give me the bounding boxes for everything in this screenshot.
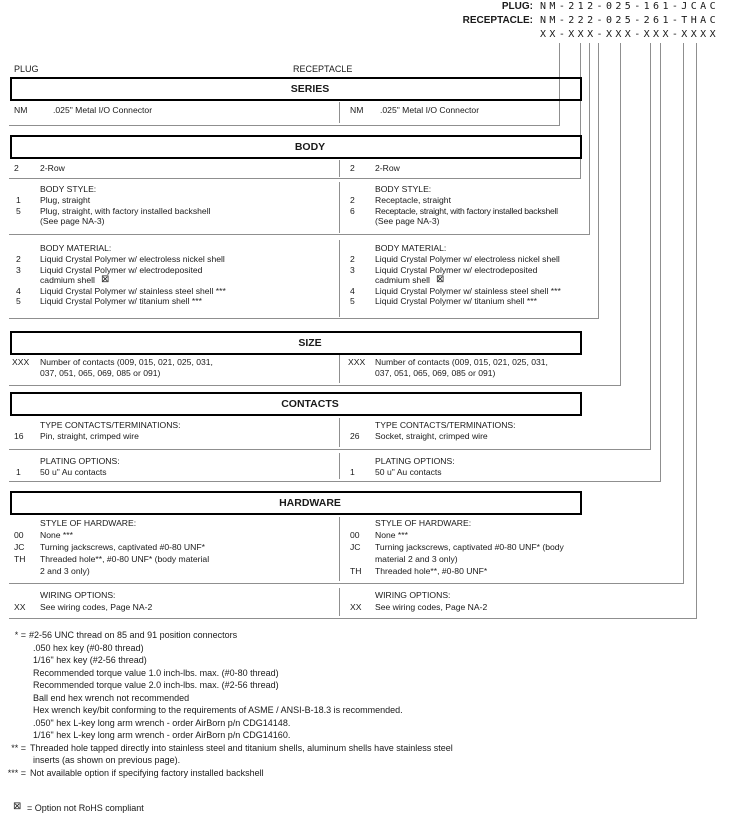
- plating-column-divider: [339, 453, 340, 479]
- connector-line-body-material: [598, 43, 599, 318]
- hardware-style-plug-code-1: JC: [14, 542, 25, 552]
- body-material-receptacle-label: BODY MATERIAL:: [375, 243, 447, 253]
- body-row-receptacle-code: 2: [350, 163, 355, 173]
- body-title: BODY: [294, 141, 326, 153]
- connector-line-plating: [660, 43, 661, 481]
- body-style-receptacle-desc-0: Receptacle, straight: [375, 195, 451, 205]
- hardware-style-bottom-border: [9, 583, 684, 584]
- body-style-bottom-border: [9, 234, 590, 235]
- body-row-column-divider: [339, 160, 340, 177]
- body-material-plug-desc-2: cadmium shell: [40, 275, 95, 285]
- hardware-title: HARDWARE: [279, 497, 341, 509]
- contact-type-plug-code: 16: [14, 431, 24, 441]
- connector-line-contact-type: [650, 43, 651, 449]
- hardware-style-plug-code-2: TH: [14, 553, 26, 564]
- wiring-plug-desc: See wiring codes, Page NA-2: [40, 602, 153, 612]
- wiring-receptacle-desc: See wiring codes, Page NA-2: [375, 602, 488, 612]
- footnote-text: .050" hex L-key long arm wrench - order AirBorn p/n CDG14148.: [33, 717, 291, 728]
- plating-receptacle-desc: 50 u" Au contacts: [375, 467, 442, 477]
- footnote-marker-triple-asterisk: *** =: [7, 767, 26, 778]
- contacts-section-header: [10, 392, 582, 416]
- size-plug-code: XXX: [12, 357, 30, 367]
- body-material-bottom-border: [9, 318, 599, 319]
- body-material-plug-code-0: 2: [16, 254, 21, 264]
- hardware-style-plug-code-0: 00: [14, 530, 24, 540]
- not-rohs-icon: ⊠: [436, 273, 445, 285]
- body-style-receptacle-desc-2: (See page NA-3): [375, 216, 440, 226]
- hardware-style-column-divider: [339, 517, 340, 581]
- contacts-title: CONTACTS: [281, 398, 339, 410]
- connector-line-size: [620, 43, 621, 385]
- wiring-plug-label: WIRING OPTIONS:: [40, 590, 116, 600]
- connector-line-wiring: [696, 43, 697, 618]
- body-style-plug-label: BODY STYLE:: [40, 184, 97, 194]
- size-column-divider: [339, 355, 340, 383]
- footnote-text: .050 hex key (#0-80 thread): [33, 642, 144, 653]
- wiring-bottom-border: [9, 618, 697, 619]
- receptacle-pn-value: NM-222-025-261-THAC: [540, 15, 719, 26]
- series-receptacle-code: NM: [350, 105, 364, 115]
- contact-type-receptacle-desc: Socket, straight, crimped wire: [375, 431, 488, 441]
- contact-type-receptacle-code: 26: [350, 431, 360, 441]
- plating-receptacle-label: PLATING OPTIONS:: [375, 456, 455, 466]
- body-style-plug-code-0: 1: [16, 195, 21, 205]
- wiring-receptacle-code: XX: [350, 602, 362, 612]
- footnote-text: Threaded hole tapped directly into stainless steel and titanium shells, aluminum shells have stainless steel: [30, 742, 453, 753]
- connector-line-body-style: [589, 43, 590, 234]
- body-material-plug-desc-3: Liquid Crystal Polymer w/ stainless steel shell ***: [40, 285, 226, 296]
- plating-plug-code: 1: [16, 467, 21, 477]
- series-title: SERIES: [290, 83, 330, 95]
- connector-line-hardware-style: [683, 43, 684, 583]
- plug-pn-label: PLUG:: [501, 1, 533, 12]
- contact-type-bottom-border: [9, 449, 651, 450]
- body-style-receptacle-code-1: 6: [350, 205, 355, 216]
- body-material-plug-code-4: 5: [16, 296, 21, 306]
- body-material-plug-code-1: 3: [16, 264, 21, 275]
- plug-column-header: PLUG: [14, 64, 39, 74]
- body-row-receptacle-desc: 2-Row: [375, 163, 400, 173]
- footnote-text: Recommended torque value 2.0 inch-lbs. max. (#2-56 thread): [33, 680, 279, 690]
- body-material-plug-label: BODY MATERIAL:: [40, 243, 112, 253]
- footnote-text: 1/16" hex L-key long arm wrench - order AirBorn p/n CDG14160.: [33, 730, 291, 740]
- body-material-receptacle-code-0: 2: [350, 254, 355, 264]
- footnote-marker-single-asterisk: * =: [14, 630, 26, 640]
- body-style-plug-desc-0: Plug, straight: [40, 195, 91, 205]
- contact-type-plug-label: TYPE CONTACTS/TERMINATIONS:: [40, 420, 181, 430]
- body-material-receptacle-desc-3: Liquid Crystal Polymer w/ stainless steel shell ***: [375, 285, 561, 296]
- body-material-plug-code-3: 4: [16, 285, 21, 296]
- size-receptacle-code: XXX: [348, 357, 366, 367]
- not-rohs-icon: ⊠: [101, 273, 110, 285]
- pn-mask: XX-XXX-XXX-XXX-XXXX: [540, 29, 719, 40]
- wiring-column-divider: [339, 588, 340, 616]
- body-style-receptacle-code-0: 2: [350, 195, 355, 205]
- hardware-style-receptacle-label: STYLE OF HARDWARE:: [375, 518, 472, 528]
- hardware-style-receptacle-code-3: TH: [350, 565, 362, 576]
- footnote-text: Recommended torque value 1.0 inch-lbs. max. (#0-80 thread): [33, 667, 279, 678]
- body-material-column-divider: [339, 240, 340, 317]
- footnote-text: inserts (as shown on previous page).: [33, 755, 181, 765]
- size-section-header: [10, 331, 582, 355]
- wiring-receptacle-label: WIRING OPTIONS:: [375, 590, 451, 600]
- plating-plug-desc: 50 u" Au contacts: [40, 467, 107, 477]
- not-rohs-icon: ⊠: [13, 801, 22, 812]
- footnote-text: #2-56 UNC thread on 85 and 91 position connectors: [29, 630, 238, 640]
- rohs-note-text: = Option not RoHS compliant: [27, 802, 144, 813]
- hardware-style-receptacle-code-0: 00: [350, 530, 360, 540]
- footnote-marker-double-asterisk: ** =: [11, 742, 26, 753]
- size-plug-desc-line2: 037, 051, 065, 069, 085 or 091): [40, 368, 161, 378]
- body-material-plug-desc-4: Liquid Crystal Polymer w/ titanium shell ***: [40, 296, 202, 306]
- body-row-plug-code: 2: [14, 163, 19, 173]
- series-column-divider: [339, 102, 340, 123]
- body-material-receptacle-desc-1: Liquid Crystal Polymer w/ electrodeposited: [375, 264, 538, 275]
- hardware-style-plug-desc-2: Threaded hole**, #0-80 UNF* (body material: [40, 553, 210, 564]
- contact-type-receptacle-label: TYPE CONTACTS/TERMINATIONS:: [375, 420, 516, 430]
- hardware-style-receptacle-code-1: JC: [350, 542, 361, 552]
- hardware-style-receptacle-desc-2: material 2 and 3 only): [375, 553, 458, 564]
- series-section-header: [10, 77, 582, 101]
- footnote-text: 1/16" hex key (#2-56 thread): [33, 655, 147, 665]
- body-material-receptacle-code-4: 5: [350, 296, 355, 306]
- body-material-plug-desc-0: Liquid Crystal Polymer w/ electroless nickel shell: [40, 254, 225, 264]
- hardware-style-plug-desc-1: Turning jackscrews, captivated #0-80 UNF*: [40, 542, 205, 552]
- body-style-receptacle-desc-1: Receptacle, straight, with factory installed backshell: [375, 205, 558, 216]
- size-bottom-border: [9, 385, 621, 386]
- body-row-plug-desc: 2-Row: [40, 163, 65, 173]
- body-material-receptacle-code-1: 3: [350, 264, 355, 275]
- plating-bottom-border: [9, 481, 661, 482]
- body-row-bottom-border: [9, 178, 581, 179]
- plug-pn-value: NM-212-025-161-JCAC: [540, 1, 719, 12]
- body-style-plug-desc-1: Plug, straight, with factory installed backshell: [40, 205, 211, 216]
- contact-type-column-divider: [339, 418, 340, 447]
- body-material-receptacle-desc-2: cadmium shell: [375, 275, 430, 285]
- hardware-section-header: [10, 491, 582, 515]
- footnote-text: Ball end hex wrench not recommended: [33, 692, 190, 703]
- footnote-text: Hex wrench key/bit conforming to the requirements of ASME / ANSI-B-18.3 is recommended.: [33, 705, 403, 715]
- series-plug-desc: .025" Metal I/O Connector: [53, 105, 153, 115]
- body-material-receptacle-desc-0: Liquid Crystal Polymer w/ electroless nickel shell: [375, 254, 560, 264]
- size-receptacle-desc-line1: Number of contacts (009, 015, 021, 025, 031,: [375, 357, 548, 367]
- hardware-style-plug-label: STYLE OF HARDWARE:: [40, 518, 137, 528]
- body-section-header: [10, 135, 582, 159]
- hardware-style-plug-desc-3: 2 and 3 only): [40, 565, 90, 576]
- body-style-receptacle-label: BODY STYLE:: [375, 184, 432, 194]
- body-style-plug-desc-2: (See page NA-3): [40, 216, 105, 226]
- plating-plug-label: PLATING OPTIONS:: [40, 456, 120, 466]
- hardware-style-plug-desc-0: None ***: [40, 530, 73, 540]
- hardware-style-receptacle-desc-1: Turning jackscrews, captivated #0-80 UNF* (body: [375, 542, 564, 552]
- hardware-style-receptacle-desc-0: None ***: [375, 530, 408, 540]
- series-bottom-border: [9, 125, 560, 126]
- plating-receptacle-code: 1: [350, 467, 355, 477]
- receptacle-pn-label: RECEPTACLE:: [462, 15, 533, 26]
- size-title: SIZE: [298, 337, 322, 349]
- footnote-text: Not available option if specifying factory installed backshell: [30, 767, 264, 778]
- series-plug-code: NM: [14, 105, 28, 115]
- contact-type-plug-desc: Pin, straight, crimped wire: [40, 431, 139, 441]
- size-receptacle-desc-line2: 037, 051, 065, 069, 085 or 091): [375, 368, 496, 378]
- receptacle-column-header: RECEPTACLE: [293, 64, 353, 74]
- wiring-plug-code: XX: [14, 602, 26, 612]
- body-material-plug-desc-1: Liquid Crystal Polymer w/ electrodeposited: [40, 264, 203, 275]
- body-style-plug-code-1: 5: [16, 205, 21, 216]
- body-material-receptacle-desc-4: Liquid Crystal Polymer w/ titanium shell ***: [375, 296, 537, 306]
- size-plug-desc-line1: Number of contacts (009, 015, 021, 025, 031,: [40, 357, 213, 367]
- body-style-column-divider: [339, 182, 340, 233]
- body-material-receptacle-code-3: 4: [350, 285, 355, 296]
- hardware-style-receptacle-desc-3: Threaded hole**, #0-80 UNF*: [375, 565, 488, 576]
- series-receptacle-desc: .025" Metal I/O Connector: [380, 105, 480, 115]
